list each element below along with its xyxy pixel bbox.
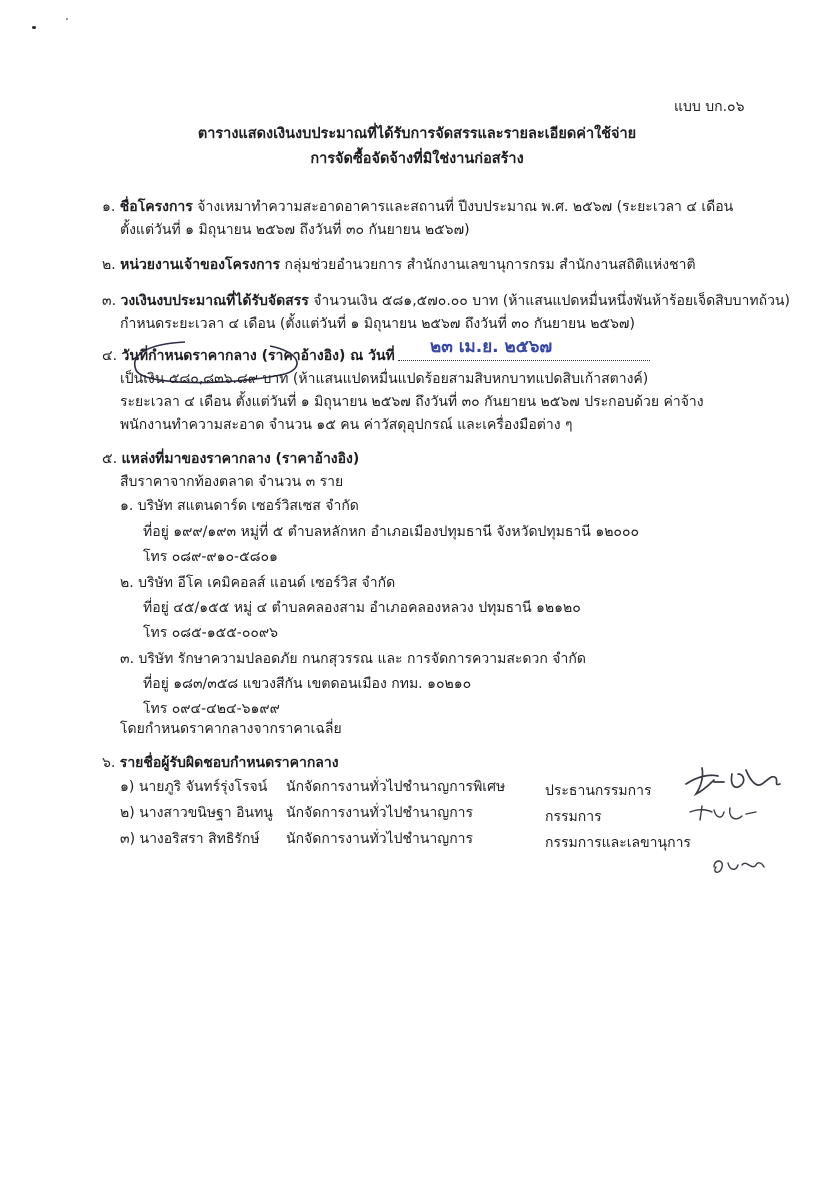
member-role: กรรมการ <box>545 809 602 825</box>
document-title: ตารางแสดงเงินงบประมาณที่ได้รับการจัดสรรและรายละเอียดค่าใช้จ่าย <box>197 126 637 142</box>
section-3-heading: ๓. วงเงินงบประมาณที่ได้รับจัดสรร จำนวนเงิน ๕๘๑,๕๗๐.๐๐ บาท (ห้าแสนแปดหมื่นหนึ่งพันห้าร้อยเจ็ดสิบบาทถ้วน) <box>102 293 790 309</box>
member-2-name: ๒) นางสาวขนิษฐา อินทนู <box>120 805 273 821</box>
member-3-name: ๓) นางอริสรา สิทธิรักษ์ <box>120 831 260 847</box>
member-position: นักจัดการงานทั่วไปชำนาญการ <box>286 831 474 847</box>
section-4-line3: พนักงานทำความสะอาด จำนวน ๑๕ คน ค่าวัสดุอุปกรณ์ และเครื่องมือต่าง ๆ <box>120 417 573 433</box>
company-3-name-row: ๓. บริษัท รักษาความปลอดภัย กนกสุวรรณ และ การจัดการความสะดวก จำกัด <box>120 651 586 667</box>
signature-1 <box>680 760 790 800</box>
member-position: นักจัดการงานทั่วไปชำนาญการ <box>286 805 474 821</box>
section-4-label: วันที่กำหนดราคากลาง (ราคาอ้างอิง) ณ วันที่ <box>121 348 395 364</box>
section-2: ๒. หน่วยงานเจ้าของโครงการ กลุ่มช่วยอำนวยการ สำนักงานเลขานุการกรม สำนักงานสถิติแห่งชาติ <box>102 257 696 273</box>
form-code: แบบ บก.๐๖ <box>674 99 745 115</box>
company-address: ที่อยู่ ๑๙๙/๑๙๓ หมู่ที่ ๕ ตำบลหลักหก อำเภอเมืองปทุมธานี จังหวัดปทุมธานี ๑๒๐๐๐ <box>143 524 640 540</box>
company-name: บริษัท อีโค เคมิคอลส์ แอนด์ เซอร์วิส จำกัด <box>138 575 396 591</box>
section-2-text: กลุ่มช่วยอำนวยการ สำนักงานเลขานุการกรม สำนักงานสถิติแห่งชาติ <box>284 257 696 273</box>
company-phone: โทร ๐๘๕-๑๕๕-๐๐๙๖ <box>143 625 279 641</box>
company-phone: โทร ๐๘๙-๙๑๐-๕๘๐๑ <box>143 549 278 565</box>
section-5-conclusion: โดยกำหนดราคากลางจากราคาเฉลี่ย <box>120 721 342 737</box>
section-3-line2: กำหนดระยะเวลา ๔ เดือน (ตั้งแต่วันที่ ๑ มิถุนายน ๒๕๖๗ ถึงวันที่ ๓๐ กันยายน ๒๕๖๗) <box>120 316 635 332</box>
section-3-label: วงเงินงบประมาณที่ได้รับจัดสรร <box>120 293 309 309</box>
member-1-name: ๑) นายภูริ จันทร์รุ่งโรจน์ <box>120 779 268 795</box>
scan-speck <box>32 26 36 29</box>
company-name: บริษัท สแตนดาร์ด เซอร์วิสเซส จำกัด <box>137 498 359 514</box>
document-subtitle: การจัดซื้อจัดจ้างที่มิใช่งานก่อสร้าง <box>310 151 524 167</box>
section-2-label: หน่วยงานเจ้าของโครงการ <box>120 257 281 273</box>
member-role: กรรมการและเลขานุการ <box>545 835 691 851</box>
signature-3 <box>708 853 768 879</box>
member-position: นักจัดการงานทั่วไปชำนาญการพิเศษ <box>286 779 506 795</box>
company-address: ที่อยู่ ๔๕/๑๕๕ หมู่ ๔ ตำบลคลองสาม อำเภอคลองหลวง ปทุมธานี ๑๒๑๒๐ <box>143 600 581 616</box>
scan-speck <box>66 18 68 20</box>
handwritten-date: ๒๓ เม.ย. ๒๕๖๗ <box>430 337 553 357</box>
section-1-line1: จ้างเหมาทำความสะอาดอาคารและสถานที่ ปีงบประมาณ พ.ศ. ๒๕๖๗ (ระยะเวลา ๔ เดือน <box>197 199 734 215</box>
member-role: ประธานกรรมการ <box>545 783 652 799</box>
signature-2 <box>686 800 766 830</box>
section-1-label: ชื่อโครงการ <box>119 199 193 215</box>
company-1-name-row: ๑. บริษัท สแตนดาร์ด เซอร์วิสเซส จำกัด <box>120 498 359 514</box>
section-6-heading: ๖. รายชื่อผู้รับผิดชอบกำหนดราคากลาง <box>102 755 339 771</box>
section-5-label: แหล่งที่มาของราคากลาง (ราคาอ้างอิง) <box>121 451 360 467</box>
section-6-label: รายชื่อผู้รับผิดชอบกำหนดราคากลาง <box>119 755 339 771</box>
section-1-heading: ๑. ชื่อโครงการ จ้างเหมาทำความสะอาดอาคารและสถานที่ ปีงบประมาณ พ.ศ. ๒๕๖๗ (ระยะเวลา ๔ เดือน <box>102 199 734 215</box>
company-name: บริษัท รักษาความปลอดภัย กนกสุวรรณ และ การจัดการความสะดวก จำกัด <box>138 651 586 667</box>
section-1-line2: ตั้งแต่วันที่ ๑ มิถุนายน ๒๕๖๗ ถึงวันที่ ๓๐ กันยายน ๒๕๖๗) <box>120 222 470 238</box>
section-4-line1: เป็นเงิน ๕๘๐,๘๓๖.๘๙ บาท (ห้าแสนแปดหมื่นแปดร้อยสามสิบหกบาทแปดสิบเก้าสตางค์) <box>120 371 649 387</box>
section-4-heading: ๔. วันที่กำหนดราคากลาง (ราคาอ้างอิง) ณ วันที่ <box>102 348 395 364</box>
company-2-name-row: ๒. บริษัท อีโค เคมิคอลส์ แอนด์ เซอร์วิส จำกัด <box>120 575 396 591</box>
company-phone: โทร ๐๙๔-๔๒๔-๖๑๙๙ <box>143 701 280 717</box>
section-3-line1: จำนวนเงิน ๕๘๑,๕๗๐.๐๐ บาท (ห้าแสนแปดหมื่นหนึ่งพันห้าร้อยเจ็ดสิบบาทถ้วน) <box>313 293 790 309</box>
section-5-intro: สืบราคาจากท้องตลาด จำนวน ๓ ราย <box>120 474 344 490</box>
section-5-heading: ๕. แหล่งที่มาของราคากลาง (ราคาอ้างอิง) <box>102 451 360 467</box>
company-address: ที่อยู่ ๑๘๓/๓๕๘ แขวงสีกัน เขตดอนเมือง กทม. ๑๐๒๑๐ <box>143 676 472 692</box>
section-4-line2: ระยะเวลา ๔ เดือน ตั้งแต่วันที่ ๑ มิถุนายน ๒๕๖๗ ถึงวันที่ ๓๐ กันยายน ๒๕๖๗ ประกอบด้วย ค่าจ้าง <box>120 394 704 410</box>
